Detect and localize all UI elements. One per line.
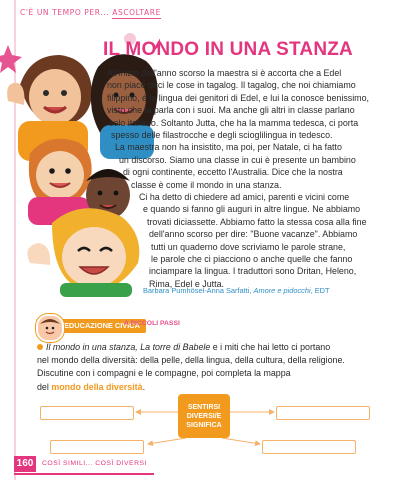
story-line: inciampare la lingua. I traduttori sono Dritan, Heleno, [149, 266, 357, 277]
map-answer-box-top-right[interactable] [276, 406, 370, 420]
story-line: dell'anno scorso per dire: "Buone vacanze". Abbiamo [149, 229, 358, 240]
instruction-line: Discutine con i compagni e le compagne, poi completa la mappa [37, 368, 291, 379]
source-book-title: Amore e pidocchi [253, 286, 311, 295]
story-line: tutti un quaderno dove scriviamo le parole strane, [151, 241, 346, 252]
map-center-node [178, 394, 230, 438]
story-line: di ogni continente, eccetto l'Australia. Dice che la nostra [123, 167, 343, 178]
story-title: IL MONDO IN UNA STANZA [103, 39, 353, 60]
story-source [143, 286, 330, 295]
map-answer-box-bottom-right[interactable] [262, 440, 356, 454]
instruction-line [37, 341, 377, 354]
header-prefix: C'È UN TEMPO PER... [20, 8, 113, 17]
page-header [20, 8, 161, 17]
map-answer-box-top-left[interactable] [40, 406, 134, 420]
instruction-text: del [37, 381, 52, 392]
center-line: SIGNIFICA [186, 421, 222, 429]
story-line: e quando si fanno gli auguri in altre lingue. Ne abbiamo [143, 204, 361, 215]
page-number: 160 [14, 456, 36, 472]
story-line: Ci ha detto di chiedere ad amici, parenti e vicini come [139, 192, 350, 202]
story-line: filippino, è la lingua dei genitori di Edel, e lui la conosce benissimo, [107, 92, 369, 103]
story-line: visto che la parla con i suoi. Ma anche gli altri in classe parlano [107, 105, 355, 116]
source-publisher: , EDT [310, 286, 330, 295]
story-line: All'inizio dell'anno scorso la maestra si è accorta che a Edel [107, 68, 342, 78]
map-answer-box-bottom-left[interactable] [50, 440, 144, 454]
badge-child-avatar [36, 314, 64, 342]
source-authors: Barbara Pumhösel-Anna Sarfatti, [143, 286, 254, 295]
story-line: Rima, Edel e Jutta. [149, 278, 224, 289]
center-line: DIVERSI/E [186, 412, 222, 420]
story-line: non piace dirci le cose in tagalog. Il tagalog, che noi chiamiamo [107, 80, 356, 91]
footer-section-title: COSÌ SIMILI... COSÌ DIVERSI [42, 460, 147, 467]
story-line: La maestra non ha insistito, ma poi, per Natale, ci ha fatto [115, 142, 342, 153]
story-line: le parole che ci piacciono o anche quelle che fanno [151, 254, 353, 264]
child-face-icon [38, 316, 62, 340]
civic-education-badge: EDUCAZIONE CIVICA [36, 319, 146, 333]
activity-instructions [37, 341, 377, 394]
concept-map [38, 392, 368, 457]
story-line: spesso delle filastrocche e degli scioglilingua in tedesco. [111, 130, 333, 140]
story-line: solo italiano. Soltanto Jutta, che ha la mamma tedesca, ci porta [109, 117, 359, 128]
header-topic: ASCOLTARE [112, 8, 161, 17]
referenced-titles: Il mondo in una stanza, La torre di Babele [46, 342, 211, 352]
instruction-text: e i miti che hai letto ci portano [210, 342, 331, 352]
center-line: SENTIRSI [187, 403, 221, 411]
story-line: trovati diciassette. Abbiamo fatto la stessa cosa alla fine [147, 216, 367, 227]
highlight-diversity: mondo della diversità [51, 381, 143, 392]
instruction-text: . [142, 381, 146, 392]
story-line: un discorso. Siamo una classe in cui è presente un bambino [119, 154, 356, 165]
instruction-line: nel mondo della diversità: della pelle, della lingua, della cultura, della religione. [37, 355, 345, 366]
story-line: classe è come il mondo in una stanza. [131, 179, 282, 190]
footer-rule [14, 473, 154, 475]
small-steps-label: A PICCOLI PASSI [124, 320, 180, 327]
